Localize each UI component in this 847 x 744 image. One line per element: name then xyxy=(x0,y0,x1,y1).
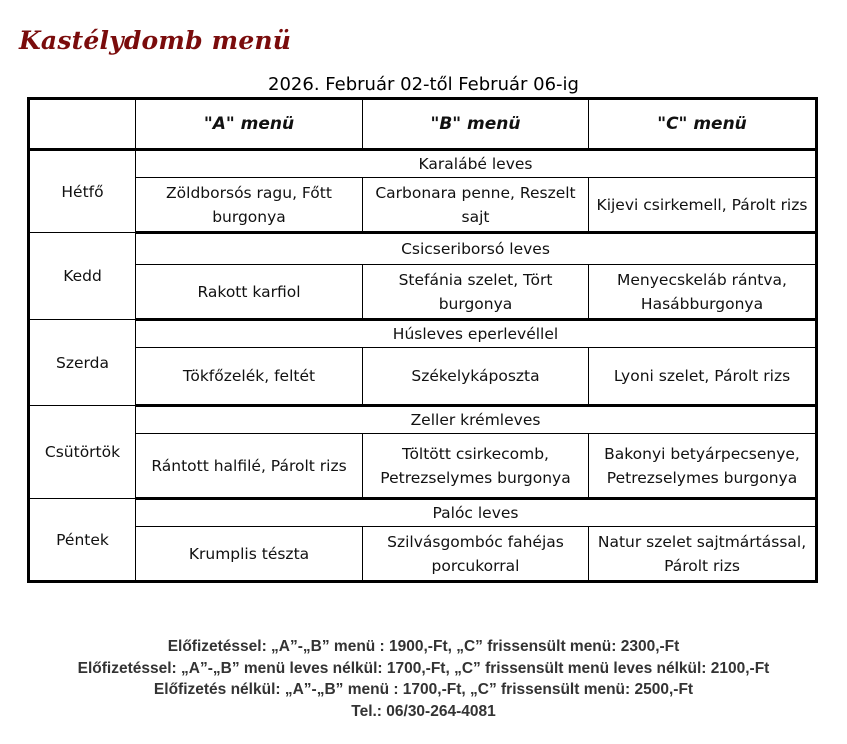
soup-row xyxy=(29,150,817,178)
menu-b-cell: Carbonara penne, Reszelt sajt xyxy=(363,178,589,233)
page-title: Kastélydomb menü xyxy=(19,26,292,55)
menu-c-cell: Menyecskeláb rántva, Hasábburgonya xyxy=(589,265,817,320)
menu-a-cell: Krumplis tészta xyxy=(136,527,363,582)
day-label: Szerda xyxy=(29,320,136,406)
phone-number: Tel.: 06/30-264-4081 xyxy=(351,702,496,720)
corner-cell xyxy=(29,99,136,150)
menu-a-cell: Rántott halfilé, Párolt rizs xyxy=(136,434,363,499)
menu-b-cell: Szilvásgombóc fahéjas porcukorral xyxy=(363,527,589,582)
date-range: 2026. Február 02-től Február 06-ig xyxy=(268,74,579,95)
day-label: Péntek xyxy=(29,499,136,582)
menu-row xyxy=(29,178,817,233)
menu-a-cell: Tökfőzelék, feltét xyxy=(136,348,363,406)
soup-cell: Húsleves eperlevéllel xyxy=(136,320,817,348)
day-label: Kedd xyxy=(29,233,136,320)
price-line-subscription: Előfizetéssel: „A”-„B” menü : 1900,-Ft, „C” frissensült menü: 2300,-Ft xyxy=(167,638,680,655)
menu-a-cell: Zöldborsós ragu, Főtt burgonya xyxy=(136,178,363,233)
menu-b-cell: Székelykáposzta xyxy=(363,348,589,406)
soup-cell: Karalábé leves xyxy=(136,150,817,178)
day-label: Hétfő xyxy=(29,150,136,233)
menu-row xyxy=(29,348,817,406)
soup-cell: Csicseriborsó leves xyxy=(136,233,817,265)
column-header-b: "B" menü xyxy=(363,99,589,150)
menu-b-cell: Töltött csirkecomb, Petrezselymes burgonya xyxy=(363,434,589,499)
menu-row xyxy=(29,265,817,320)
soup-row xyxy=(29,320,817,348)
price-info xyxy=(0,636,847,722)
soup-row xyxy=(29,499,817,527)
weekly-menu-table xyxy=(27,97,818,583)
table-header-row xyxy=(29,99,817,150)
soup-cell: Zeller krémleves xyxy=(136,406,817,434)
soup-row xyxy=(29,233,817,265)
menu-b-cell: Stefánia szelet, Tört burgonya xyxy=(363,265,589,320)
price-line-no-subscription: Előfizetés nélkül: „A”-„B” menü : 1700,-Ft, „C” frissensült menü: 2500,-Ft xyxy=(153,681,694,698)
menu-c-cell: Kijevi csirkemell, Párolt rizs xyxy=(589,178,817,233)
menu-a-cell: Rakott karfiol xyxy=(136,265,363,320)
menu-c-cell: Bakonyi betyárpecsenye, Petrezselymes burgonya xyxy=(589,434,817,499)
price-line-subscription-no-soup: Előfizetéssel: „A”-„B” menü leves nélkül: 1700,-Ft, „C” frissensült menü leves nélkül: 2100,-Ft xyxy=(77,659,770,677)
soup-row xyxy=(29,406,817,434)
soup-cell: Palóc leves xyxy=(136,499,817,527)
menu-row xyxy=(29,527,817,582)
menu-c-cell: Natur szelet sajtmártással, Párolt rizs xyxy=(589,527,817,582)
column-header-a: "A" menü xyxy=(136,99,363,150)
menu-row xyxy=(29,434,817,499)
day-label: Csütörtök xyxy=(29,406,136,499)
menu-c-cell: Lyoni szelet, Párolt rizs xyxy=(589,348,817,406)
column-header-c: "C" menü xyxy=(589,99,817,150)
